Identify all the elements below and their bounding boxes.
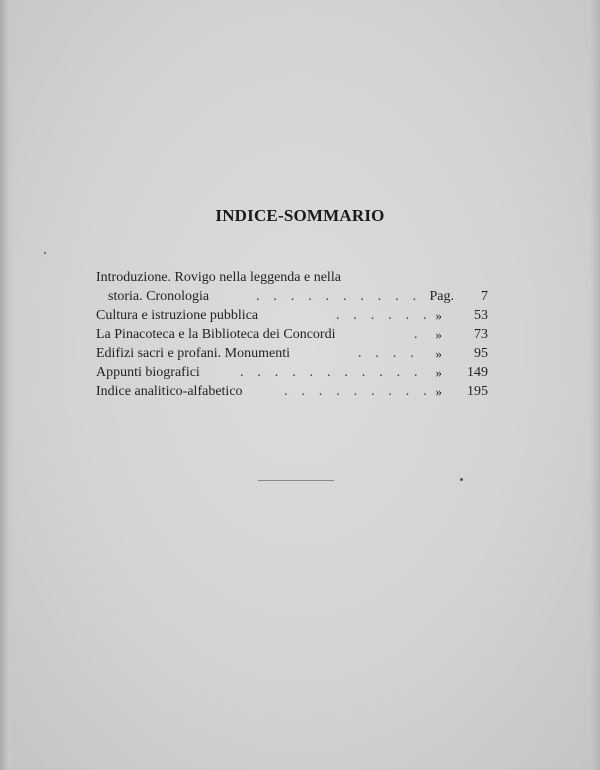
toc-entry-text: La Pinacoteca e la Biblioteca dei Concordi	[96, 327, 336, 342]
toc-entry-text: Appunti biografici	[96, 365, 200, 380]
toc-leader-dots: . . . . . . . . . .	[256, 289, 422, 304]
toc-leader-dots: . . . .	[358, 346, 419, 361]
toc-entry-indice	[96, 382, 490, 401]
paper-speck	[460, 478, 463, 481]
decorative-rule	[258, 480, 334, 481]
toc-leader-dots: .	[414, 327, 423, 342]
toc-page-number: 95	[474, 346, 488, 361]
toc-page-number: 53	[474, 308, 488, 323]
paper-speck	[44, 252, 46, 254]
toc-page-number: 7	[481, 289, 488, 304]
toc-entry-edifizi	[96, 344, 490, 363]
toc-ditto-mark: »	[435, 365, 442, 380]
toc-ditto-mark: »	[435, 346, 442, 361]
toc-ditto-mark: »	[435, 327, 442, 342]
toc-entry-cultura	[96, 306, 490, 325]
page-left-edge	[0, 0, 14, 770]
toc-entry-introduzione-line1	[96, 268, 490, 287]
toc-ditto-mark: »	[435, 384, 442, 399]
toc-entry-text: Edifizi sacri e profani. Monumenti	[96, 346, 290, 361]
toc-entry-text: Introduzione. Rovigo nella leggenda e nella	[96, 270, 341, 285]
toc-entry-text: Indice analitico-alfabetico	[96, 384, 243, 399]
toc-page-prefix: Pag.	[429, 289, 454, 304]
toc-entry-introduzione	[96, 287, 490, 306]
toc-entry-text: storia. Cronologia	[108, 289, 210, 304]
toc-ditto-mark: »	[435, 308, 442, 323]
page-right-edge	[590, 0, 600, 770]
table-of-contents	[96, 268, 490, 401]
toc-entry-pinacoteca	[96, 325, 490, 344]
toc-entry-text: Cultura e istruzione pubblica	[96, 308, 259, 323]
toc-page-number: 73	[474, 327, 488, 342]
toc-entry-appunti	[96, 363, 490, 382]
toc-page-number: 195	[467, 384, 488, 399]
toc-leader-dots: . . . . . . . . . . .	[240, 365, 423, 380]
toc-leader-dots: . . . . . .	[336, 308, 432, 323]
toc-page-number: 149	[467, 365, 488, 380]
toc-leader-dots: . . . . . . . . .	[284, 384, 432, 399]
page-title: INDICE-SOMMARIO	[215, 206, 385, 225]
